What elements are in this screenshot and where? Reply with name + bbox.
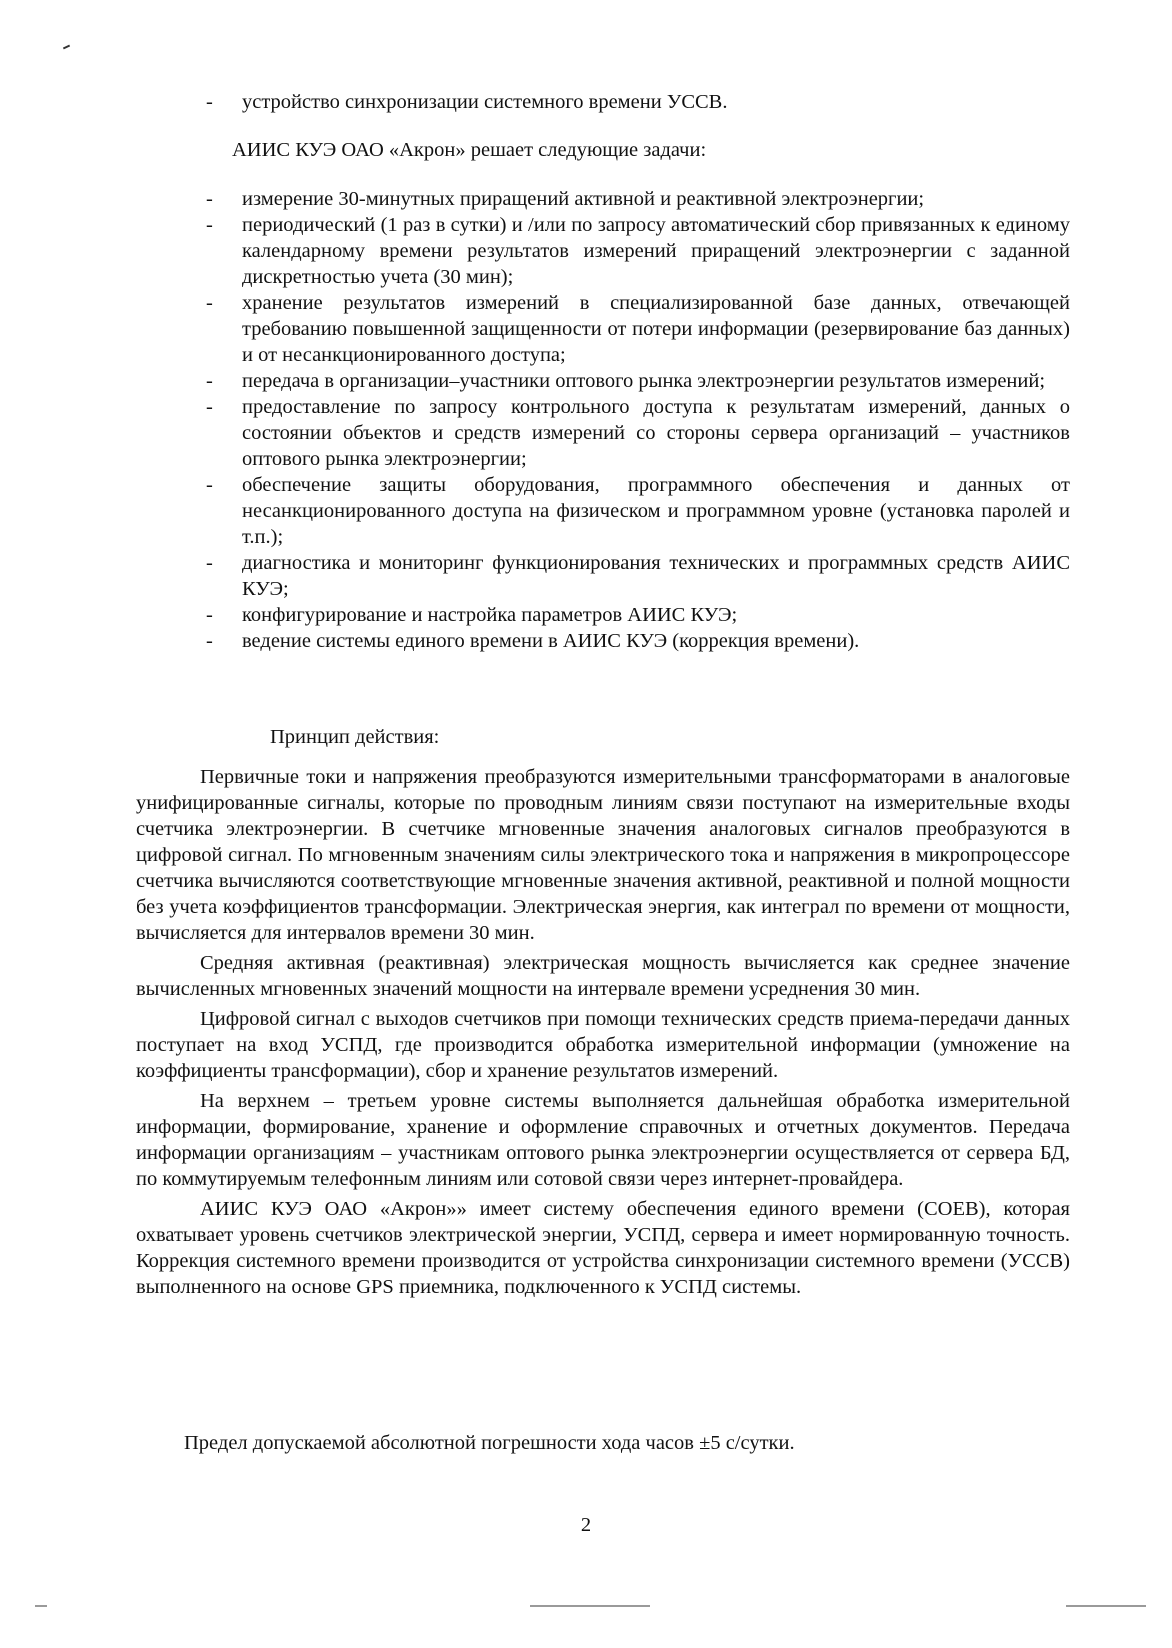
task-item xyxy=(200,186,1070,212)
paragraph: На верхнем – третьем уровне системы выполняется дальнейшая обработка измерительной информации, формирование, хранение и оформление справочных и отчетных документов. Передача информации организациям – участникам оптового рынка электроэнергии осуществляется от сервера БД, по коммутируемым телефонным линиям или сотовой связи через интернет-провайдера. xyxy=(136,1090,1070,1190)
task-item xyxy=(200,602,1070,628)
dash-bullet: - xyxy=(206,552,213,574)
dash-bullet: - xyxy=(206,188,213,210)
dash-bullet: - xyxy=(206,474,213,496)
section-heading: Принцип действия: xyxy=(270,726,440,748)
task-text: ведение системы единого времени в АИИС КУЭ (коррекция времени). xyxy=(242,630,860,652)
paragraph: Средняя активная (реактивная) электрическая мощность вычисляется как среднее значение вычисленных мгновенных значений мощности на интервале времени усреднения 30 мин. xyxy=(136,952,1070,1000)
task-item xyxy=(200,472,1070,550)
task-item xyxy=(200,368,1070,394)
task-text: обеспечение защиты оборудования, программного обеспечения и данных от несанкционированного доступа на физическом и программном уровне (установка паролей и т.п.); xyxy=(242,474,1070,548)
task-text: периодический (1 раз в сутки) и /или по запросу автоматический сбор привязанных к единому календарному времени результатов измерений приращений электроэнергии с заданной дискретностью учета (30 мин); xyxy=(242,214,1070,288)
task-text: предоставление по запросу контрольного доступа к результатам измерений, данных о состоянии объектов и средств измерений со стороны сервера организаций – участников оптового рынка электроэнергии; xyxy=(242,396,1070,470)
task-text: передача в организации–участники оптового рынка электроэнергии результатов измерений; xyxy=(242,370,1046,392)
scan-artifact-mark xyxy=(63,45,70,50)
body-text xyxy=(136,764,1070,1304)
paragraph: АИИС КУЭ ОАО «Акрон»» имеет систему обеспечения единого времени (СОЕВ), которая охватывает уровень счетчиков электрической энергии, УСПД, сервера и имеет нормированную точность. Коррекция системного времени производится от устройства синхронизации системного времени (УССВ) выполненного на основе GPS приемника, подключенного к УСПД системы. xyxy=(136,1198,1070,1298)
dash-bullet: - xyxy=(206,396,213,418)
clock-error-limit: Предел допускаемой абсолютной погрешности хода часов ±5 с/сутки. xyxy=(184,1432,795,1454)
tasks-intro: АИИС КУЭ ОАО «Акрон» решает следующие задачи: xyxy=(232,139,707,161)
task-item xyxy=(200,550,1070,602)
dash-bullet: - xyxy=(206,370,213,392)
task-item xyxy=(200,212,1070,290)
task-item xyxy=(200,394,1070,472)
paragraph: Цифровой сигнал с выходов счетчиков при помощи технических средств приема-передачи данных поступает на вход УСПД, где производится обработка измерительной информации (умножение на коэффициенты трансформации), сбор и хранение результатов измерений. xyxy=(136,1008,1070,1082)
task-text: конфигурирование и настройка параметров АИИС КУЭ; xyxy=(242,604,738,626)
scan-artifact-footer xyxy=(530,1605,650,1607)
dash-bullet: - xyxy=(206,292,213,314)
dash-bullet: - xyxy=(206,91,213,113)
task-text: диагностика и мониторинг функционирования технических и программных средств АИИС КУЭ; xyxy=(242,552,1070,600)
page-number: 2 xyxy=(580,1514,592,1536)
list-item-ussv xyxy=(200,89,1070,115)
tasks-list xyxy=(200,186,1070,654)
dash-bullet: - xyxy=(206,630,213,652)
paragraph: Первичные токи и напряжения преобразуются измерительными трансформаторами в аналоговые унифицированные сигналы, которые по проводным линиям связи поступают на измерительные входы счетчика электроэнергии. В счетчике мгновенные значения аналоговых сигналов преобразуются в цифровой сигнал. По мгновенным значениям силы электрического тока и напряжения в микропроцессоре счетчика вычисляются соответствующие мгновенные значения активной, реактивной и полной мощности без учета коэффициентов трансформации. Электрическая энергия, как интеграл по времени от мощности, вычисляется для интервалов времени 30 мин. xyxy=(136,766,1070,944)
task-text: хранение результатов измерений в специализированной базе данных, отвечающей требованию повышенной защищенности от потери информации (резервирование баз данных) и от несанкционированного доступа; xyxy=(242,292,1070,366)
dash-bullet: - xyxy=(206,604,213,626)
task-item xyxy=(200,290,1070,368)
dash-bullet: - xyxy=(206,214,213,236)
list-item-text: устройство синхронизации системного времени УССВ. xyxy=(242,91,728,113)
task-text: измерение 30-минутных приращений активной и реактивной электроэнергии; xyxy=(242,188,925,210)
scan-artifact-footer xyxy=(35,1605,47,1607)
task-item xyxy=(200,628,1070,654)
scan-artifact-footer xyxy=(1066,1605,1146,1607)
